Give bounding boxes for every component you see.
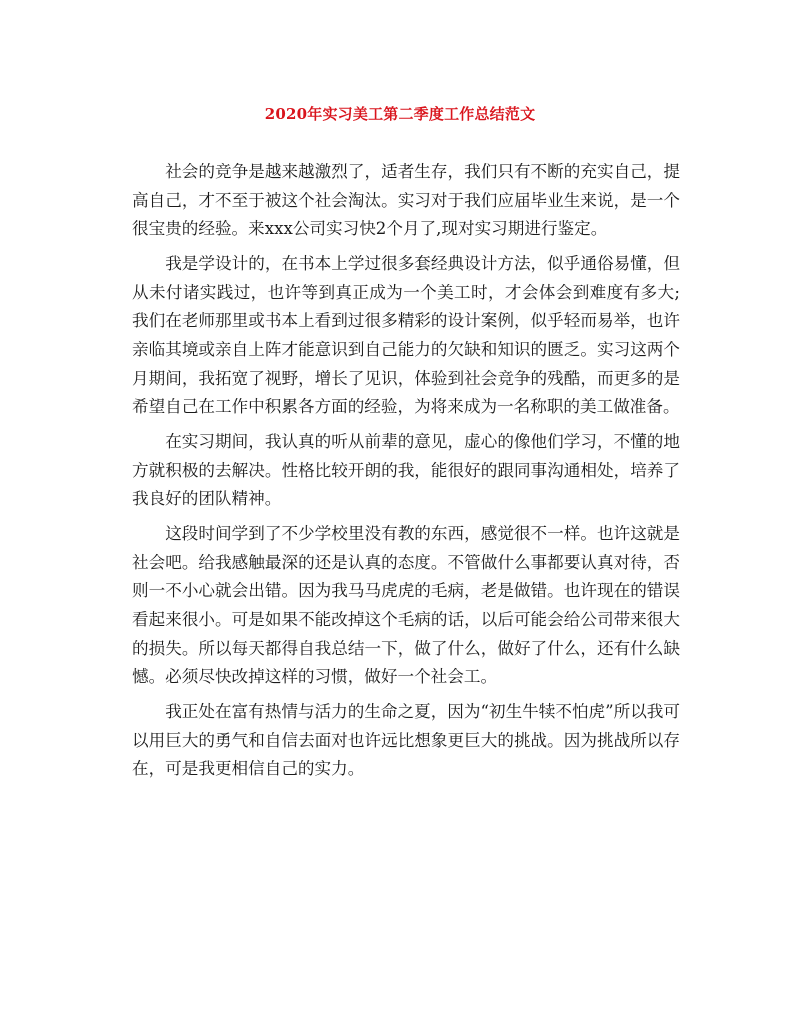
document-body — [132, 158, 680, 790]
document-title: 2020年实习美工第二季度工作总结范文 — [264, 105, 536, 123]
paragraph-2: 我是学设计的，在书本上学过很多套经典设计方法，似乎通俗易懂，但从未付诸实践过，也许等到真正成为一个美工时，才会体会到难度有多大;我们在老师那里或书本上看到过很多精彩的设计案例，似乎轻而易举，也许亲临其境或亲自上阵才能意识到自己能力的欠缺和知识的匮乏。实习这两个月期间，我拓宽了视野，增长了见识，体验到社会竞争的残酷，而更多的是希望自己在工作中积累各方面的经验，为将来成为一名称职的美工做准备。 — [132, 254, 680, 417]
paragraph-5: 我正处在富有热情与活力的生命之夏，因为“初生牛犊不怕虎”所以我可以用巨大的勇气和自信去面对也许远比想象更巨大的挑战。因为挑战所以存在，可是我更相信自己的实力。 — [132, 702, 680, 779]
paragraph-3: 在实习期间，我认真的听从前辈的意见，虚心的像他们学习，不懂的地方就积极的去解决。性格比较开朗的我，能很好的跟同事沟通相处，培养了我良好的团队精神。 — [132, 432, 680, 509]
paragraph-1: 社会的竞争是越来越激烈了，适者生存，我们只有不断的充实自己，提高自己，才不至于被这个社会淘汰。实习对于我们应届毕业生来说，是一个很宝贵的经验。来xxx公司实习快2个月了,现对实习期进行鉴定。 — [132, 162, 680, 239]
paragraph-4: 这段时间学到了不少学校里没有教的东西，感觉很不一样。也许这就是社会吧。给我感触最深的还是认真的态度。不管做什么事都要认真对待，否则一不小心就会出错。因为我马马虎虎的毛病，老是做错。也许现在的错误看起来很小。可是如果不能改掉这个毛病的话，以后可能会给公司带来很大的损失。所以每天都得自我总结一下，做了什么，做好了什么，还有什么缺憾。必须尽快改掉这样的习惯，做好一个社会工。 — [132, 524, 680, 687]
